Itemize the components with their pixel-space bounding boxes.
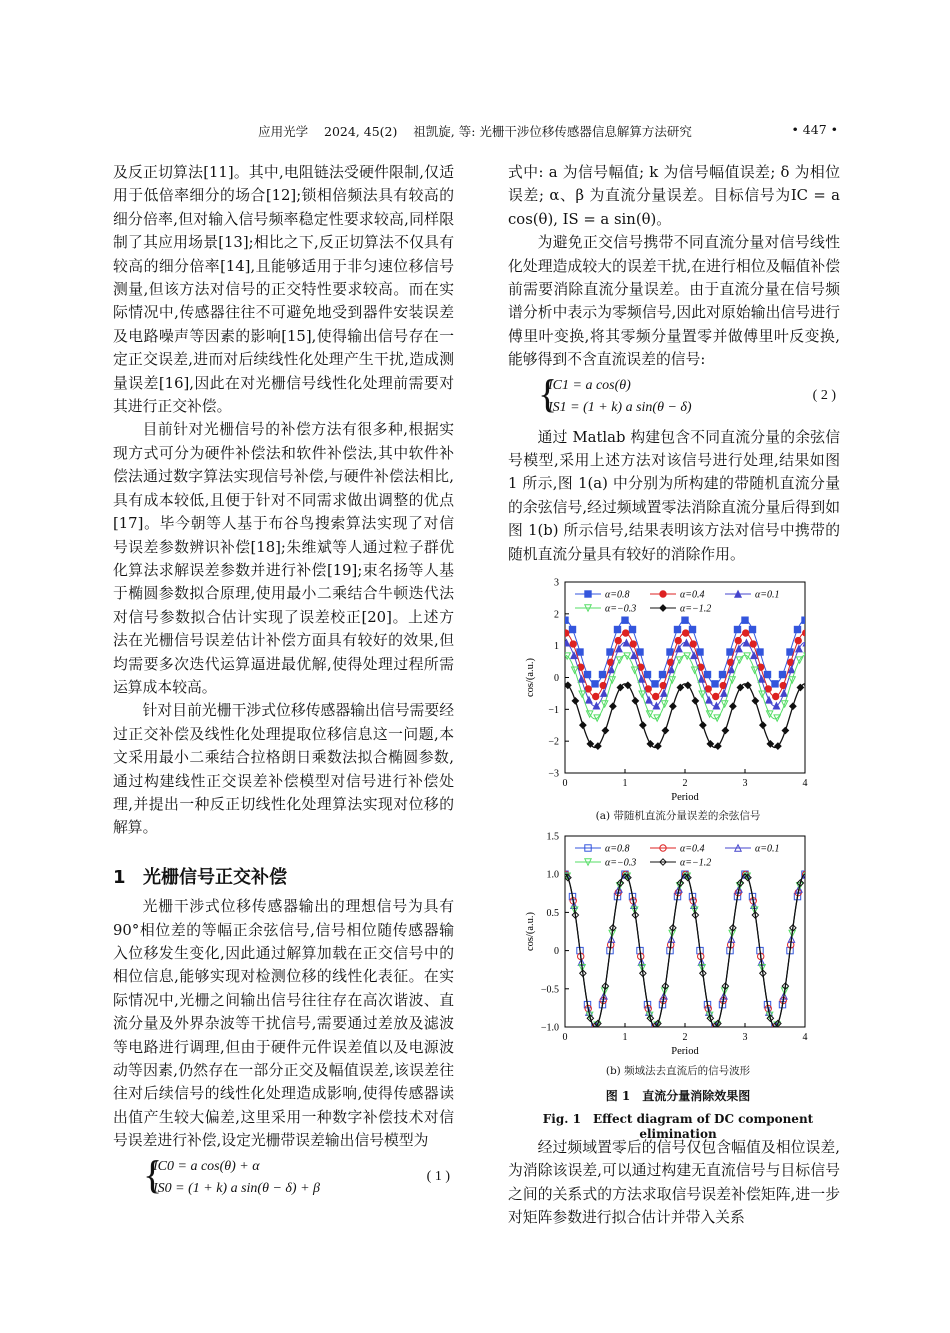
y-axis-label: cos/(a.u.) bbox=[525, 911, 536, 952]
y-tick-label: 3 bbox=[554, 577, 559, 589]
series-line bbox=[565, 874, 805, 1027]
data-point bbox=[602, 727, 608, 733]
section-title: 光栅信号正交补偿 bbox=[143, 866, 287, 888]
data-point bbox=[690, 641, 696, 647]
data-point bbox=[653, 693, 659, 699]
data-point bbox=[802, 617, 808, 623]
data-point bbox=[704, 671, 710, 677]
data-point bbox=[615, 637, 621, 643]
data-point bbox=[700, 722, 706, 728]
data-point bbox=[766, 697, 772, 703]
data-point bbox=[752, 698, 758, 704]
left-paragraph-1: 及反正切算法[11]。其中,电阻链法受硬件限制,仅适用于低倍率细分的场合[12];锁相倍频法具有较高的细分倍率,但对输入信号频率稳定性要求较高,同样限制了其应用场景[13];相比之下,反正切算法不仅具有较高的细分倍率[14],且能够适用于非匀速位移信号测量,但该方法对信号的正交特性要求较高。而在实际情况中,传感器往往不可避免地受到器件安装误差及电路噪声等因素的影响[15],使得输出信号存在一定正交误差,进而对后续线性化处理产生干扰,造成测量误差[16],因此在对光栅信号线性化处理前需要对其进行正交补偿。 bbox=[113, 164, 454, 416]
equation-2-line-1: IC1 = a cos(θ) bbox=[548, 377, 631, 393]
y-tick-label: 0 bbox=[554, 673, 559, 684]
data-point bbox=[640, 722, 646, 728]
header-title: 祖凯旋, 等: 光栅干涉位移传感器信息解算方法研究 bbox=[413, 124, 692, 139]
data-point bbox=[736, 645, 742, 651]
x-tick-label: 4 bbox=[802, 1032, 808, 1043]
data-point bbox=[705, 686, 711, 692]
data-point bbox=[661, 690, 667, 696]
data-point bbox=[805, 874, 811, 880]
y-tick-label: −1.0 bbox=[540, 1022, 559, 1034]
data-point bbox=[757, 649, 763, 655]
data-point bbox=[697, 649, 703, 655]
y-tick-label: −1 bbox=[548, 704, 559, 716]
data-point bbox=[719, 671, 725, 677]
legend-marker bbox=[660, 605, 666, 611]
section-heading bbox=[113, 866, 454, 889]
subcaption-b: (b) 频域法去直流后的信号波形 bbox=[605, 1065, 751, 1077]
data-point bbox=[670, 703, 676, 709]
data-point bbox=[764, 671, 770, 677]
x-tick-label: 1 bbox=[622, 778, 628, 789]
x-axis-label: Period bbox=[671, 1046, 699, 1057]
data-point bbox=[730, 703, 736, 709]
series-line bbox=[565, 874, 805, 1027]
legend-marker bbox=[585, 591, 591, 597]
data-point bbox=[749, 626, 755, 632]
data-point bbox=[794, 626, 800, 632]
data-point bbox=[805, 682, 811, 688]
right-column-bottom bbox=[508, 1136, 840, 1230]
legend-label: α=0.1 bbox=[755, 843, 780, 855]
data-point bbox=[614, 626, 620, 632]
data-point bbox=[782, 727, 788, 733]
chart-b bbox=[508, 826, 848, 1062]
data-point bbox=[750, 641, 756, 647]
data-point bbox=[781, 690, 787, 696]
data-point bbox=[584, 671, 590, 677]
data-point bbox=[646, 697, 652, 703]
chart-a bbox=[508, 572, 848, 808]
data-point bbox=[630, 641, 636, 647]
data-point bbox=[760, 722, 766, 728]
x-tick-label: 4 bbox=[802, 778, 808, 789]
y-tick-label: 1.0 bbox=[546, 869, 559, 881]
data-point bbox=[667, 649, 673, 655]
data-point bbox=[563, 630, 569, 636]
data-point bbox=[572, 698, 578, 704]
data-point bbox=[644, 671, 650, 677]
y-tick-label: 2 bbox=[554, 609, 559, 621]
data-point bbox=[569, 626, 575, 632]
data-point bbox=[637, 649, 643, 655]
data-point bbox=[765, 686, 771, 692]
y-tick-label: 0.5 bbox=[546, 907, 559, 919]
data-point bbox=[713, 693, 719, 699]
data-point bbox=[796, 645, 802, 651]
y-tick-label: −2 bbox=[548, 736, 559, 748]
data-point bbox=[712, 681, 718, 687]
data-point bbox=[689, 626, 695, 632]
legend-label: α=0.4 bbox=[680, 589, 705, 601]
data-point bbox=[570, 641, 576, 647]
data-point bbox=[662, 727, 668, 733]
legend-label: α=−1.2 bbox=[680, 857, 712, 869]
legend-label: α=−0.3 bbox=[605, 603, 637, 615]
x-tick-label: 0 bbox=[562, 1032, 568, 1043]
data-point bbox=[742, 617, 748, 623]
left-paragraph-3: 针对目前光栅干涉式位移传感器输出信号需要经过正交补偿及线性化处理提取位移信息这一问题,本文采用最小二乘结合拉格朗日乘数法拟合椭圆参数,通过构建线性正交误差补偿模型对信号进行补偿处理,并提出一种反正切线性化处理算法实现对位移的解算。 bbox=[113, 702, 454, 837]
data-point bbox=[585, 686, 591, 692]
equation-1-line-1: IC0 = a cos(θ) + α bbox=[153, 1158, 260, 1174]
data-point bbox=[787, 649, 793, 655]
right-paragraph-2: 为避免正交信号携带不同直流分量对信号线性化处理造成较大的误差干扰,在进行相位及幅值补偿前需要消除直流分量误差。由于直流分量在信号频谱分析中表示为零频信号,因此对原始输出信号进行傅里叶变换,将其零频分量置零并做傅里叶反变换,能够得到不含直流误差的信号: bbox=[508, 234, 840, 369]
data-point bbox=[790, 703, 796, 709]
legend-label: α=0.8 bbox=[605, 843, 630, 855]
y-tick-label: 1.5 bbox=[546, 831, 559, 843]
data-point bbox=[692, 698, 698, 704]
equation-1-number: ( 1 ) bbox=[426, 1168, 450, 1184]
data-point bbox=[580, 722, 586, 728]
data-point bbox=[645, 686, 651, 692]
series-line bbox=[565, 874, 805, 1027]
data-point bbox=[772, 681, 778, 687]
data-point bbox=[623, 630, 629, 636]
data-point bbox=[683, 630, 689, 636]
y-tick-label: −3 bbox=[548, 768, 559, 780]
data-point bbox=[743, 630, 749, 636]
legend-label: α=0.1 bbox=[755, 589, 780, 601]
data-point bbox=[610, 703, 616, 709]
legend bbox=[575, 590, 780, 615]
y-tick-label: −0.5 bbox=[540, 984, 559, 996]
data-point bbox=[674, 626, 680, 632]
x-tick-label: 3 bbox=[742, 1032, 748, 1043]
right-paragraph-1: 式中: a 为信号幅值; k 为信号幅值误差; δ 为相位误差; α、β 为直流分量误差。目标信号为IC = a cos(θ), IS = a sin(θ)。 bbox=[508, 164, 840, 228]
data-point bbox=[599, 671, 605, 677]
data-point bbox=[727, 649, 733, 655]
figure-caption-en: Fig. 1 Effect diagram of DC component elimination bbox=[542, 1112, 814, 1141]
right-paragraph-3: 通过 Matlab 构建包含不同直流分量的余弦信号模型,采用上述方法对该信号进行处理,结果如图 1 所示,图 1(a) 中分别为所构建的带随机直流分量的余弦信号,经过频域置零法消除直流分量后得到如图 1(b) 所示信号,结果表明该方法对信号中携带的随机直流分量具有较好的消除作用。 bbox=[508, 428, 840, 563]
data-point bbox=[795, 637, 801, 643]
data-point bbox=[803, 630, 809, 636]
series-line bbox=[565, 874, 805, 1027]
data-point bbox=[706, 697, 712, 703]
data-point bbox=[735, 637, 741, 643]
data-point bbox=[652, 681, 658, 687]
left-paragraph-2: 目前针对光栅信号的补偿方法有很多种,根据实现方式可分为硬件补偿法和软件补偿法,其中软件补偿法通过数字算法实现信号补偿,与硬件补偿法相比,具有成本较低,且便于针对不同需求做出调整的优点[17]。毕今朝等人基于布谷鸟搜索算法实现了对信号误差参数辨识补偿[18];朱维斌等人通过粒子群优化算法求解误差参数并进行补偿[19];束名扬等人基于椭圆参数拟合原理,使用最小二乘结合牛顿迭代法对信号参数拟合估计实现了误差校正[20]。上述方法在光栅信号误差估计补偿方面具有较好的效果,但均需要多次迭代运算逼进最优解,使得处理过程所需运算成本较高。 bbox=[113, 421, 454, 696]
data-point bbox=[734, 626, 740, 632]
data-point bbox=[629, 626, 635, 632]
legend-label: α=0.8 bbox=[605, 589, 630, 601]
y-tick-label: 1 bbox=[554, 641, 559, 653]
equation-2 bbox=[508, 370, 840, 422]
y-axis-label: cos/(a.u.) bbox=[525, 657, 536, 698]
data-point bbox=[562, 617, 568, 623]
equation-2-number: ( 2 ) bbox=[812, 387, 836, 403]
x-tick-label: 2 bbox=[682, 1032, 688, 1043]
data-point bbox=[563, 640, 569, 646]
legend-label: α=0.4 bbox=[680, 843, 705, 855]
x-axis-label: Period bbox=[671, 792, 699, 803]
data-point bbox=[675, 637, 681, 643]
data-point bbox=[659, 671, 665, 677]
legend-label: α=−0.3 bbox=[605, 857, 637, 869]
right-column bbox=[508, 161, 840, 566]
equation-brace: { bbox=[143, 1151, 163, 1197]
data-point bbox=[601, 690, 607, 696]
data-point bbox=[632, 698, 638, 704]
data-point bbox=[577, 649, 583, 655]
equation-1 bbox=[113, 1151, 454, 1203]
data-point bbox=[773, 693, 779, 699]
data-point bbox=[616, 645, 622, 651]
left-paragraph-4: 光栅干涉式位移传感器输出的理想信号为具有 90°相位差的等幅正余弦信号,信号相位随传感器输入位移发生变化,因此通过解算加载在正交信号中的相位信息,能够实现对检测位移的线性化表征。在实际情况中,光栅之间输出信号往往存在高次谐波、直流分量及外界杂波等干扰信号,需要通过差放及滤波等电路进行调理,但由于硬件元件误差值以及电源波动等因素,仍然存在一部分正交及幅值误差,该误差往往对后续信号的线性化处理造成影响,使得传感器读出值产生较大偏差,这里采用一种数字补偿技术对信号误差进行补偿,设定光栅带误差输出信号模型为 bbox=[113, 898, 454, 1150]
equation-1-line-2: IS0 = (1 + k) a sin(θ − δ) + β bbox=[153, 1180, 321, 1196]
legend-marker bbox=[660, 591, 666, 597]
section-number: 1 bbox=[113, 866, 126, 888]
x-tick-label: 3 bbox=[742, 778, 748, 789]
legend bbox=[575, 844, 780, 869]
data-point bbox=[682, 617, 688, 623]
data-point bbox=[593, 693, 599, 699]
journal-issue: 2024, 45(2) bbox=[324, 124, 398, 139]
data-point bbox=[607, 649, 613, 655]
x-tick-label: 0 bbox=[562, 778, 568, 789]
data-point bbox=[779, 671, 785, 677]
plot-area bbox=[562, 871, 811, 1030]
data-point bbox=[721, 690, 727, 696]
data-point bbox=[586, 697, 592, 703]
x-tick-label: 1 bbox=[622, 1032, 628, 1043]
legend-label: α=−1.2 bbox=[680, 603, 712, 615]
data-point bbox=[676, 645, 682, 651]
x-tick-label: 2 bbox=[682, 778, 688, 789]
y-tick-label: 0 bbox=[554, 946, 559, 958]
right-paragraph-4: 经过频域置零后的信号仅包含幅值及相位误差,为消除该误差,可以通过构建无直流信号与目标信号之间的关系式的方法求取信号误差补偿矩阵,进一步对矩阵参数进行拟合估计并带入关系 bbox=[508, 1139, 840, 1227]
left-column bbox=[113, 161, 454, 1207]
data-point bbox=[722, 727, 728, 733]
data-point bbox=[622, 617, 628, 623]
equation-2-line-2: IS1 = (1 + k) a sin(θ − δ) bbox=[548, 399, 692, 415]
subcaption-a: (a) 带随机直流分量误差的余弦信号 bbox=[595, 810, 761, 822]
series-line bbox=[565, 874, 805, 1027]
figure-caption-cn: 图 1 直流分量消除效果图 bbox=[605, 1089, 751, 1103]
data-point bbox=[592, 681, 598, 687]
journal-name: 应用光学 bbox=[258, 124, 309, 139]
plot-area bbox=[562, 617, 811, 749]
page-number: • 447 • bbox=[791, 122, 838, 137]
equation-brace: { bbox=[538, 370, 558, 416]
